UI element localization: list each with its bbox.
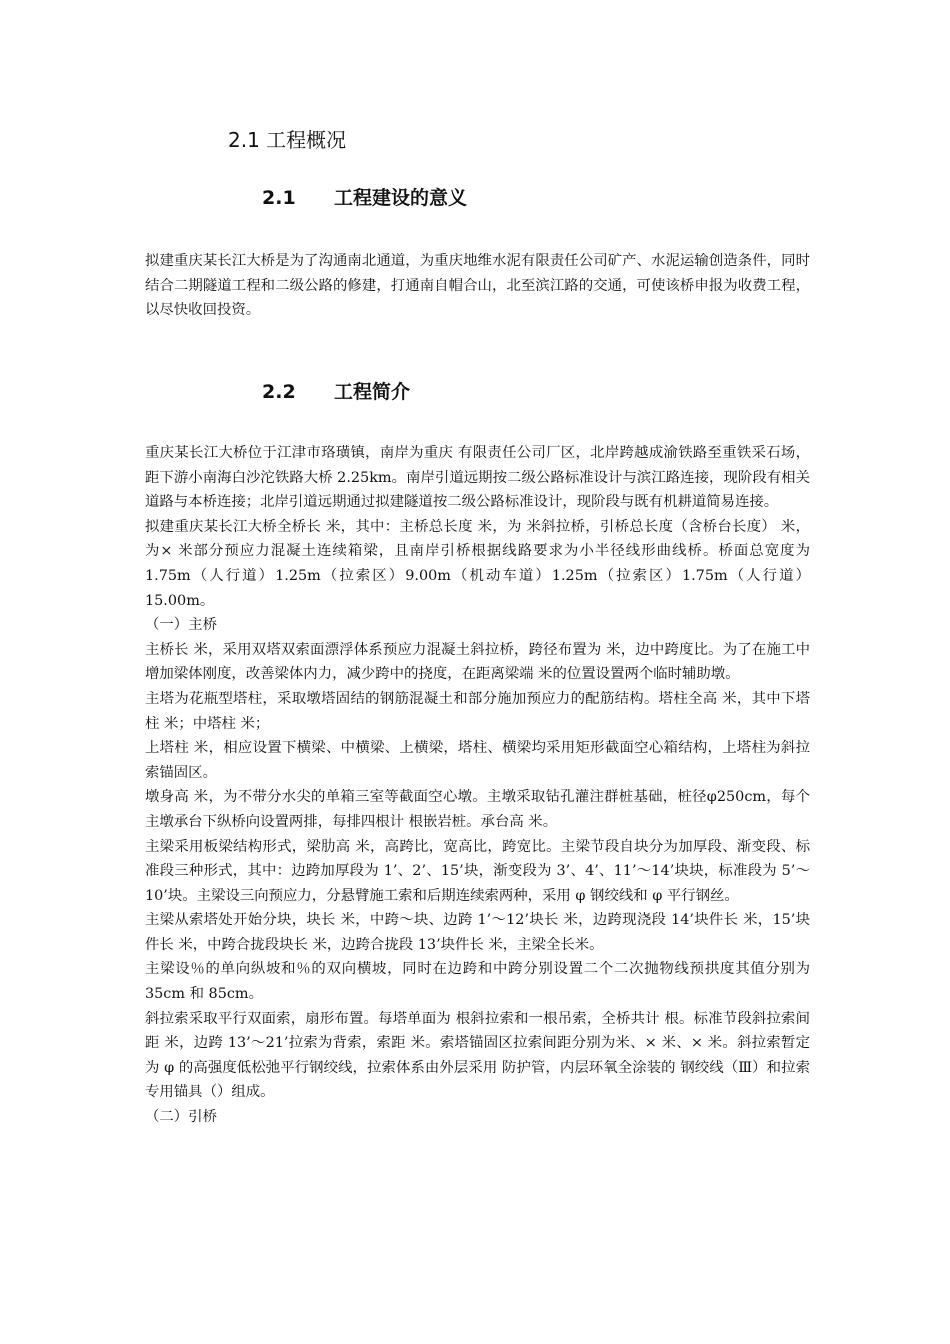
subheading-main-bridge: （一）主桥: [145, 617, 217, 634]
section-title: 工程建设的意义: [334, 187, 468, 209]
paragraph: 斜拉索采取平行双面索，扇形布置。每塔单面为 根斜拉索和一根吊索，全桥共计 根。标准节段斜拉索间距 米，边跨 13’～21’拉索为背索，索距 米。索塔锚固区拉索间距分别为米、× 米、× 米。斜拉索暂定为 φ 的高强度低松弛平行钢绞线，拉索体系由外层采用 防护管，内层环氧全涂装的 钢绞线（Ⅲ）和拉索专用锚具（）组成。: [145, 1010, 810, 1101]
paragraph: 主梁采用板梁结构形式，梁肋高 米，高跨比，宽高比，跨宽比。主梁节段自块分为加厚段、渐变段、标准段三种形式，其中：边跨加厚段为 1’、2’、15’块，渐变段为 3’、4’、11’～14’块块，标准段为 5’～10’块。主梁设三向预应力，分悬臂施工索和后期连续索两种，采用 φ 钢绞线和 φ 平行钢丝。: [145, 838, 810, 904]
section-title: 工程简介: [334, 381, 411, 403]
paragraph: 拟建重庆某长江大桥是为了沟通南北通道，为重庆地维水泥有限责任公司矿产、水泥运输创造条件，同时结合二期隧道工程和二级公路的修建，打通南自帽合山，北至滨江路的交通，可使该桥申报为收费工程，以尽快收回投资。: [145, 253, 810, 319]
section-body-2-2: [145, 441, 810, 1130]
section-number: 2.2: [262, 381, 296, 403]
section-body-2-1: [145, 249, 810, 323]
section-heading-2-2: [262, 378, 410, 406]
subheading-approach-bridge: （二）引桥: [145, 1109, 217, 1126]
paragraph: 墩身高 米，为不带分水尖的单箱三室等截面空心墩。主墩采取钻孔灌注群桩基础，桩径φ250cm，每个主墩承台下纵桥向设置两排，每排四根计 根嵌岩桩。承台高 米。: [145, 789, 810, 830]
paragraph: 主梁从索塔处开始分块，块长 米，中跨～块、边跨 1’～12’块长 米，边跨现浇段 14’块件长 米，15’块件长 米，中跨合拢段块长 米，边跨合拢段 13’块件长 米，主梁全长米。: [145, 912, 810, 953]
section-heading-2-1: [262, 184, 467, 212]
paragraph: 重庆某长江大桥位于江津市珞璜镇，南岸为重庆 有限责任公司厂区，北岸跨越成渝铁路至重铁采石场，距下游小南海白沙沱铁路大桥 2.25km。南岸引道远期按二级公路标准设计与滨江路连接，现阶段有相关道路与本桥连接；北岸引道远期通过拟建隧道按二级公路标准设计，现阶段与既有机耕道简易连接。: [145, 445, 810, 511]
paragraph: 主梁设％的单向纵坡和％的双向横坡，同时在边跨和中跨分别设置二个二次抛物线预拱度其值分别为 35cm 和 85cm。: [145, 961, 810, 1003]
paragraph: 拟建重庆某长江大桥全桥长 米，其中：主桥总长度 米，为 米斜拉桥，引桥总长度（含桥台长度） 米，为× 米部分预应力混凝土连续箱梁，且南岸引桥根据线路要求为小半径线形曲线桥。桥面总宽度为 1.75m（人行道）1.25m（拉索区）9.00m（机动车道）1.25m（拉索区）1.75m（人行道）15.00m。: [145, 518, 810, 609]
chapter-heading: 2.1 工程概况: [228, 128, 347, 152]
paragraph: 主桥长 米，采用双塔双索面漂浮体系预应力混凝土斜拉桥，跨径布置为 米，边中跨度比。为了在施工中增加梁体刚度，改善梁体内力，减少跨中的挠度，在距离梁端 米的位置设置两个临时辅助墩。: [145, 641, 810, 683]
paragraph: 主塔为花瓶型塔柱，采取墩塔固结的钢筋混凝土和部分施加预应力的配筋结构。塔柱全高 米，其中下塔柱 米；中塔柱 米；: [145, 690, 810, 732]
paragraph: 上塔柱 米，相应设置下横梁、中横梁、上横梁，塔柱、横梁均采用矩形截面空心箱结构，上塔柱为斜拉索锚固区。: [145, 740, 810, 781]
section-number: 2.1: [262, 187, 296, 209]
